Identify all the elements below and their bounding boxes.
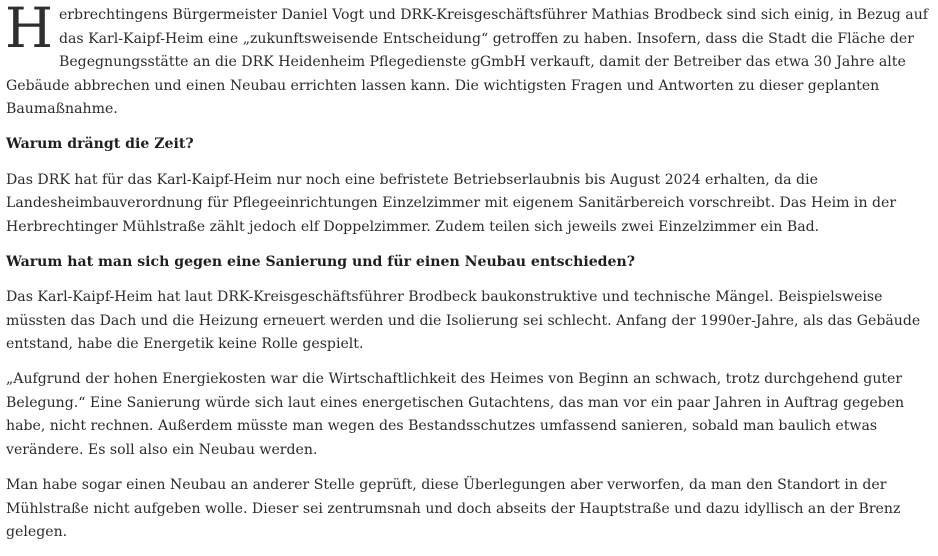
section-heading-time: Warum drängt die Zeit? [6, 136, 194, 153]
paragraph-operating-permit: Das DRK hat für das Karl-Kaipf-Heim nur noch eine befristete Betriebserlaubnis bis August 2024 erhalten, da die Landesheimbauverordnung für Pflegeeinrichtungen Einzelzimmer mit eigenem Sanitärbereich vorschreibt. Das Heim in der Herbrechtinger Mühlstraße zählt jedoch elf Doppelzimmer. Zudem teilen sich jeweils zwei Einzelzimmer ein Bad. [6, 171, 897, 235]
paragraph-location: Man habe sogar einen Neubau an anderer Stelle geprüft, diese Überlegungen aber verworfen, da man den Standort in der Mühlstraße nicht aufgeben wolle. Dieser sei zentrumsnah und doch abseits der Hauptstraße und dazu idyllisch an der Brenz gelegen. [6, 477, 901, 541]
paragraph-energy-costs: „Aufgrund der hohen Energiekosten war die Wirtschaftlichkeit des Heimes von Beginn an schwach, trotz durchgehend guter Belegung.“ Eine Sanierung würde sich laut eines energetischen Gutachtens, das man vor ein paar Jahren in Auftrag gegeben habe, nicht rechnen. Außerdem müsste man wegen des Bestandsschutzes umfassend sanieren, sobald man baulich etwas verändere. Es soll also ein Neubau werden. [6, 371, 905, 458]
paragraph-construction-defects: Das Karl-Kaipf-Heim hat laut DRK-Kreisgeschäftsführer Brodbeck baukonstruktive und technische Mängel. Beispielsweise müssten das Dach und die Heizung erneuert werden und die Isolierung sei schlecht. Anfang der 1990er-Jahre, als das Gebäude entstand, habe die Energetik keine Rolle gespielt. [6, 288, 921, 353]
article-body [5, 0, 930, 556]
section-heading-renovation: Warum hat man sich gegen eine Sanierung und für einen Neubau entschieden? [6, 253, 635, 270]
lead-text: erbrechtingens Bürgermeister Daniel Vogt und DRK-Kreisgeschäftsführer Mathias Brodbeck sind sich einig, in Bezug auf das Karl-Kaipf-Heim eine „zukunftsweisende Entscheidung“ getroffen zu haben. Insofern, dass die Stadt die Fläche der Begegnungsstätte an die DRK Heidenheim Pflegedienste gGmbH verkauft, damit der Betreiber das etwa 30 Jahre alte Gebäude abbrechen und einen Neubau errichten lassen kann. Die wichtigsten Fragen und Antworten zu dieser geplanten Baumaßnahme. [6, 7, 928, 118]
lead-paragraph [5, 0, 930, 122]
drop-cap: H [5, 0, 53, 60]
